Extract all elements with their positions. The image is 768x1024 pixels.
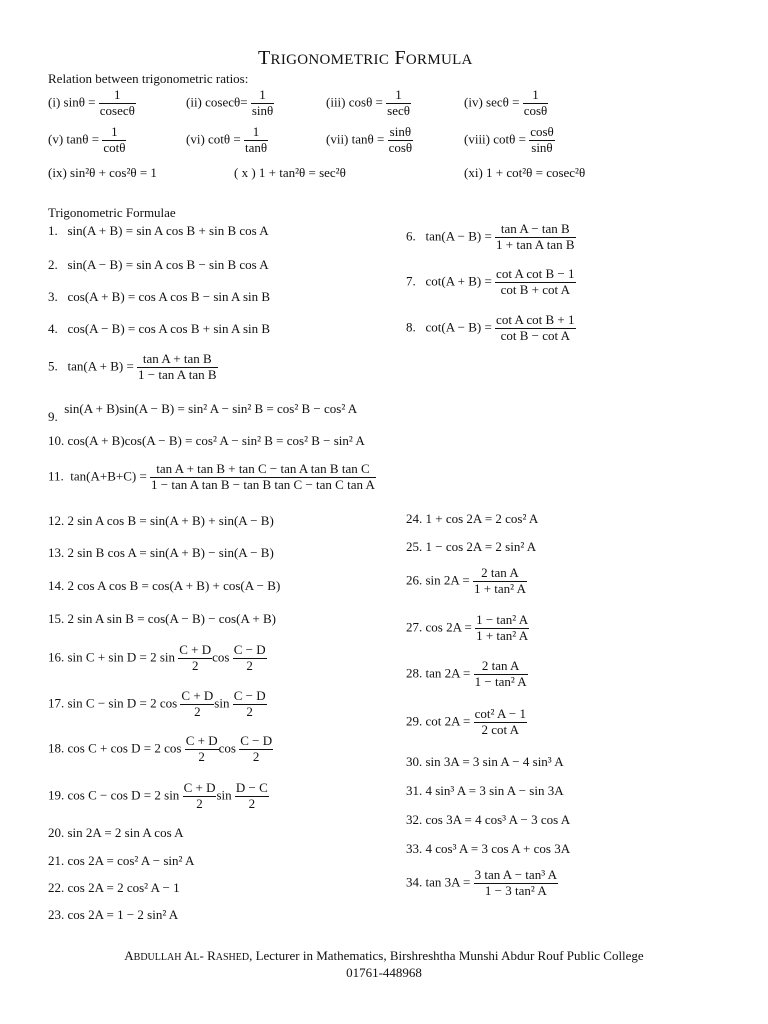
formula-18: 18. cos C + cos D = 2 cos $\frac{C + D}{2}$ cos $\frac{C - D}{2}$: [48, 733, 273, 764]
fraction: $\frac{C + D}{2}$: [181, 688, 214, 719]
formula-7: 7. cot(A + B) = $\frac{\text{cot A cot B − 1}}{\text{cot B + cot A}}$: [406, 266, 575, 297]
formula-11: 11. tan(A+B+C) = $\frac{\text{tan A + tan B + tan C − tan A tan B tan C}}{\text{1 − tan A tan B − tan B tan C − tan C tan A}}$: [48, 461, 375, 492]
fraction: $\frac{1}{\cos\theta}$: [523, 87, 548, 118]
formula-27: 27. cos 2A = $\frac{\text{1 − tan² A}}{\text{1 + tan² A}}$: [406, 612, 529, 643]
fraction: $\frac{C - D}{2}$: [240, 733, 273, 764]
fraction: $\frac{\text{2 tan A}}{\text{1 − tan² A}}$: [474, 658, 527, 689]
formula-9: 9. sin(A + B)sin(A − B) = sin² A − sin² B = cos² B − cos² A: [48, 401, 358, 424]
fraction: $\frac{\text{3 tan A − tan³ A}}{\text{1 − 3 tan² A}}$: [474, 867, 558, 898]
footer-phone: 01761-448968: [346, 965, 422, 980]
fraction: $\frac{\sin\theta}{\cos\theta}$: [388, 124, 413, 155]
formula-20: 20. sin 2A = 2 sin A cos A: [48, 825, 184, 840]
formula-33: 33. 4 cos³ A = 3 cos A + cos 3A: [406, 841, 571, 856]
fraction: $\frac{1}{\cot\theta}$: [103, 124, 126, 155]
formula-12: 12. 2 sin A cos B = sin(A + B) + sin(A − B): [48, 513, 274, 528]
formula-17: 17. sin C − sin D = 2 cos $\frac{C + D}{2}$ sin $\frac{C - D}{2}$: [48, 688, 266, 719]
formula-13: 13. 2 sin B cos A = sin(A + B) − sin(A − B): [48, 545, 274, 560]
formula-28: 28. tan 2A = $\frac{\text{2 tan A}}{\text{1 − tan² A}}$: [406, 658, 527, 689]
formula-32: 32. cos 3A = 4 cos³ A − 3 cos A: [406, 812, 571, 827]
fraction: $\frac{\text{cot² A − 1}}{\text{2 cot A}}$: [474, 706, 526, 737]
formula-22: 22. cos 2A = 2 cos² A − 1: [48, 880, 180, 895]
formula-19: 19. cos C − cos D = 2 sin $\frac{C + D}{2}$ sin $\frac{D - C}{2}$: [48, 780, 268, 811]
formula-8: 8. cot(A − B) = $\frac{\text{cot A cot B + 1}}{\text{cot B − cot A}}$: [406, 312, 575, 343]
page-title: TRIGONOMETRIC FORMULA: [258, 47, 473, 69]
relation-v: (v) tanθ = $\frac{1}{\cot\theta}$: [48, 124, 126, 155]
formula-14: 14. 2 cos A cos B = cos(A + B) + cos(A − B): [48, 578, 281, 593]
relation-ii: (ii) cosecθ= $\frac{1}{\sin\theta}$: [186, 87, 274, 118]
relation-i: (i) sinθ = $\frac{1}{cosec\theta}$: [48, 87, 135, 118]
formula-23: 23. cos 2A = 1 − 2 sin² A: [48, 907, 179, 922]
identity-ix: (ix) sin²θ + cos²θ = 1: [48, 165, 157, 180]
relation-viii: (viii) cotθ = $\frac{\cos\theta}{\sin\theta}$: [464, 124, 554, 155]
relation-vii: (vii) tanθ = $\frac{\sin\theta}{\cos\theta}$: [326, 124, 413, 155]
fraction: $\frac{C - D}{2}$: [233, 642, 266, 673]
fraction: $\frac{\text{tan A + tan B}}{\text{1 − tan A tan B}}$: [138, 351, 217, 382]
fraction: $\frac{\text{tan A + tan B + tan C − tan A tan B tan C}}{\text{1 − tan A tan B − tan B tan C − tan C tan A}}$: [151, 461, 375, 492]
fraction: $\frac{\cos\theta}{\sin\theta}$: [530, 124, 554, 155]
fraction: $\frac{C + D}{2}$: [185, 733, 218, 764]
formula-4: 4. cos(A − B) = cos A cos B + sin A sin B: [48, 321, 271, 336]
footer-author: ABDULLAH AL- RASHED, Lecturer in Mathematics, Birshreshtha Munshi Abdur Rouf Public College: [124, 948, 644, 963]
formula-15: 15. 2 sin A sin B = cos(A − B) − cos(A + B): [48, 611, 276, 626]
fraction: $\frac{1}{\sec\theta}$: [387, 87, 410, 118]
formula-5: 5. tan(A + B) = $\frac{\text{tan A + tan B}}{\text{1 − tan A tan B}}$: [48, 351, 217, 382]
formula-6: 6. tan(A − B) = $\frac{\text{tan A − tan B}}{\text{1 + tan A tan B}}$: [406, 221, 575, 252]
fraction: $\frac{\text{cot A cot B − 1}}{\text{cot B + cot A}}$: [496, 266, 575, 297]
fraction: $\frac{C - D}{2}$: [233, 688, 266, 719]
relation-iv: (iv) secθ = $\frac{1}{\cos\theta}$: [464, 87, 548, 118]
formula-16: 16. sin C + sin D = 2 sin $\frac{C + D}{2}$ cos $\frac{C - D}{2}$: [48, 642, 266, 673]
fraction: $\frac{\text{1 − tan² A}}{\text{1 + tan² A}}$: [476, 612, 529, 643]
formula-31: 31. 4 sin³ A = 3 sin A − sin 3A: [406, 783, 564, 798]
formula-21: 21. cos 2A = cos² A − sin² A: [48, 853, 195, 868]
formula-30: 30. sin 3A = 3 sin A − 4 sin³ A: [406, 754, 564, 769]
formula-2: 2. sin(A − B) = sin A cos B − sin B cos A: [48, 257, 269, 272]
relation-iii: (iii) cosθ = $\frac{1}{\sec\theta}$: [326, 87, 410, 118]
identity-xi: (xi) 1 + cot²θ = cosec²θ: [464, 165, 586, 180]
formula-24: 24. 1 + cos 2A = 2 cos² A: [406, 511, 539, 526]
fraction: $\frac{C + D}{2}$: [183, 780, 216, 811]
formulae-heading: Trigonometric Formulae: [48, 205, 176, 220]
fraction: $\frac{D - C}{2}$: [235, 780, 268, 811]
fraction: $\frac{\text{cot A cot B + 1}}{\text{cot B − cot A}}$: [496, 312, 575, 343]
formula-25: 25. 1 − cos 2A = 2 sin² A: [406, 539, 537, 554]
formula-10: 10. cos(A + B)cos(A − B) = cos² A − sin² B = cos² B − sin² A: [48, 433, 365, 448]
fraction: $\frac{\text{tan A − tan B}}{\text{1 + tan A tan B}}$: [496, 221, 575, 252]
formula-26: 26. sin 2A = $\frac{\text{2 tan A}}{\text{1 + tan² A}}$: [406, 565, 526, 596]
identity-x: ( x ) 1 + tan²θ = sec²θ: [234, 165, 346, 180]
fraction: $\frac{1}{\tan\theta}$: [244, 124, 268, 155]
fraction: $\frac{\text{2 tan A}}{\text{1 + tan² A}}$: [473, 565, 526, 596]
fraction: $\frac{1}{\sin\theta}$: [251, 87, 274, 118]
formula-3: 3. cos(A + B) = cos A cos B − sin A sin B: [48, 289, 271, 304]
formula-29: 29. cot 2A = $\frac{\text{cot² A − 1}}{\text{2 cot A}}$: [406, 706, 526, 737]
relation-vi: (vi) cotθ = $\frac{1}{\tan\theta}$: [186, 124, 268, 155]
fraction: $\frac{1}{cosec\theta}$: [99, 87, 135, 118]
formula-1: 1. sin(A + B) = sin A cos B + sin B cos A: [48, 223, 269, 238]
fraction: $\frac{C + D}{2}$: [179, 642, 212, 673]
formula-34: 34. tan 3A = $\frac{\text{3 tan A − tan³ A}}{\text{1 − 3 tan² A}}$: [406, 867, 558, 898]
relations-heading: Relation between trigonometric ratios:: [48, 71, 249, 86]
